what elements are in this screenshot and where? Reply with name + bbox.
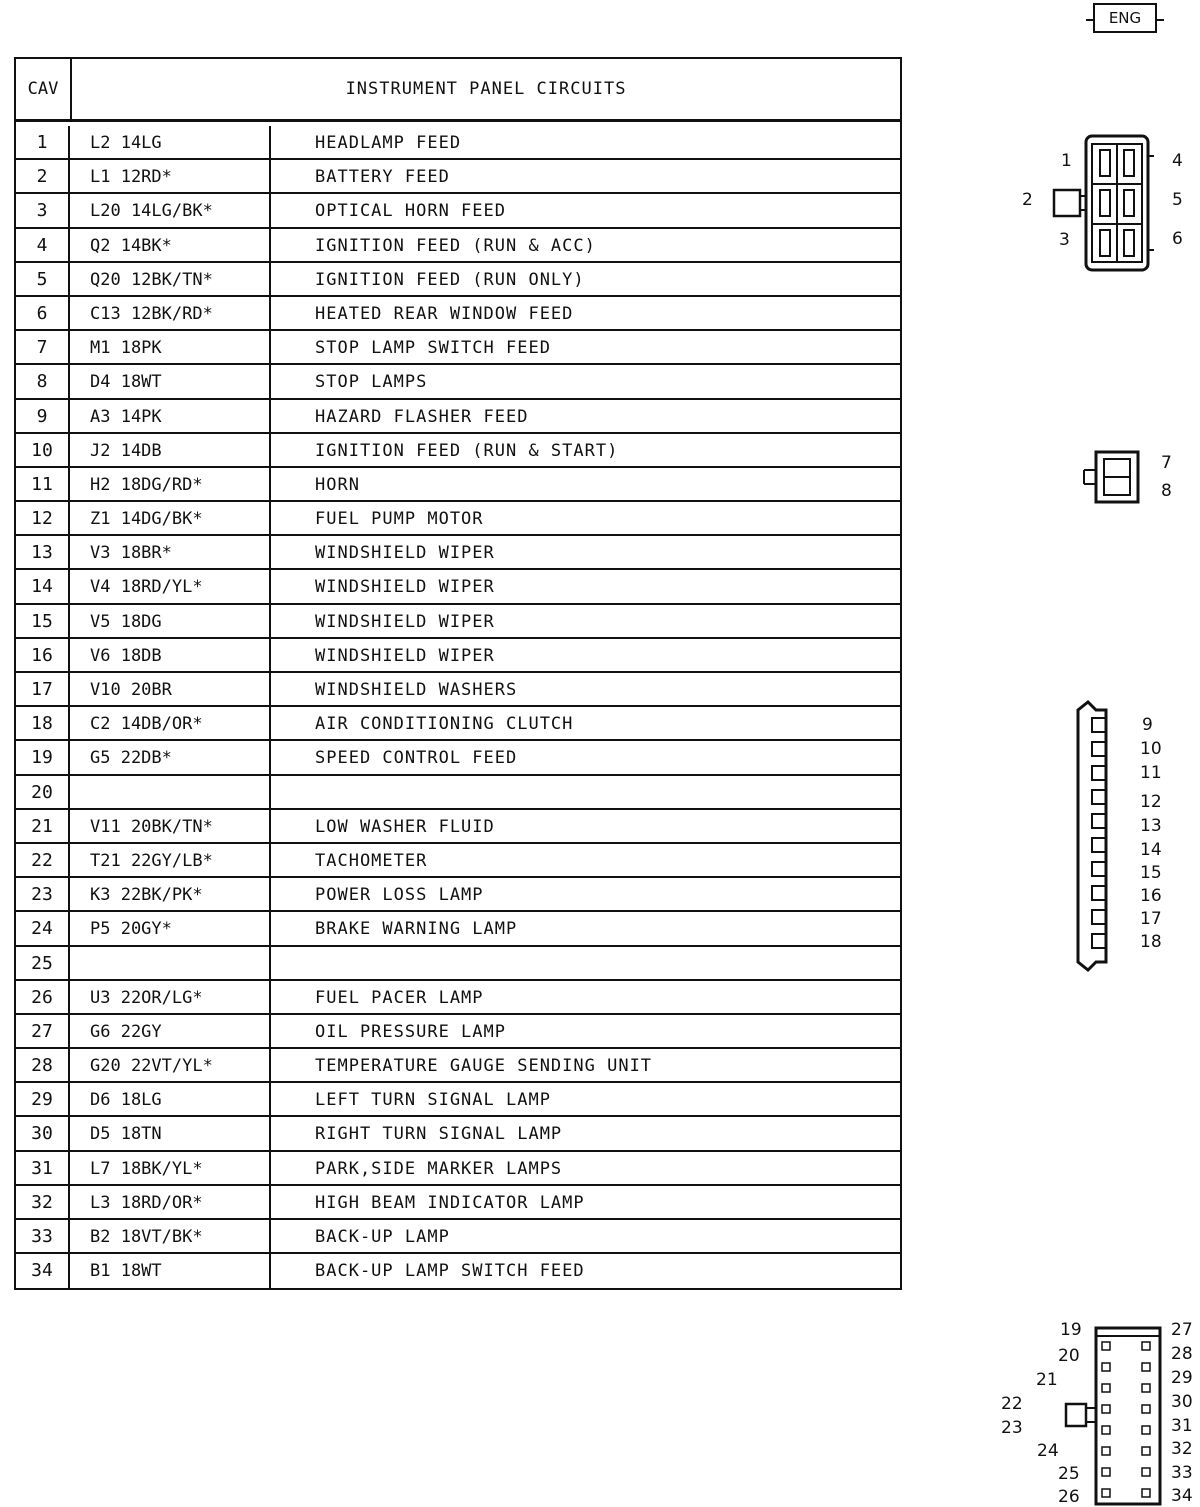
wire-code-cell: G20 22VT/YL* bbox=[70, 1049, 271, 1081]
circuit-description-cell: BACK-UP LAMP bbox=[315, 1227, 450, 1247]
wire-code-cell: C13 12BK/RD* bbox=[70, 297, 271, 329]
circuit-description-cell: WINDSHIELD WIPER bbox=[315, 577, 495, 598]
wire-code-cell bbox=[70, 776, 271, 808]
circuit-description-cell: IGNITION FEED (RUN & ACC) bbox=[315, 235, 596, 256]
table-body bbox=[16, 126, 900, 1288]
circuit-description-cell: SPEED CONTROL FEED bbox=[315, 748, 518, 769]
pin-label-12: 12 bbox=[1140, 792, 1162, 812]
table-row bbox=[16, 1152, 900, 1186]
pin-label-9: 9 bbox=[1142, 715, 1153, 735]
header-cav: CAV bbox=[16, 59, 72, 119]
cav-cell: 3 bbox=[16, 194, 70, 226]
pin-label-22: 22 bbox=[1001, 1394, 1023, 1414]
circuit-description-cell: AIR CONDITIONING CLUTCH bbox=[315, 714, 574, 735]
circuit-description-cell: IGNITION FEED (RUN ONLY) bbox=[315, 269, 585, 290]
circuit-description-cell: BATTERY FEED bbox=[315, 167, 450, 188]
pin-label-3: 3 bbox=[1059, 230, 1070, 250]
pin-label-2: 2 bbox=[1022, 190, 1033, 210]
circuit-table bbox=[14, 57, 902, 1290]
pin-label-5: 5 bbox=[1172, 190, 1183, 210]
circuit-description-cell: WINDSHIELD WIPER bbox=[315, 645, 495, 666]
circuit-description-cell: FUEL PACER LAMP bbox=[315, 987, 484, 1008]
cav-cell: 11 bbox=[16, 468, 70, 500]
cav-cell: 23 bbox=[16, 878, 70, 910]
table-row bbox=[16, 570, 900, 604]
table-row bbox=[16, 331, 900, 365]
cav-cell: 27 bbox=[16, 1015, 70, 1047]
wire-code-cell: H2 18DG/RD* bbox=[70, 468, 271, 500]
pin-label-24: 24 bbox=[1037, 1441, 1059, 1461]
cav-cell: 16 bbox=[16, 639, 70, 671]
circuit-description-cell: LEFT TURN SIGNAL LAMP bbox=[315, 1090, 551, 1111]
pin-label-6: 6 bbox=[1172, 229, 1183, 249]
wire-code-cell: G5 22DB* bbox=[70, 741, 271, 773]
language-badge: ENG bbox=[1093, 3, 1157, 33]
wire-code-cell: M1 18PK bbox=[70, 331, 271, 363]
wire-code-cell: J2 14DB bbox=[70, 434, 271, 466]
pin-label-28: 28 bbox=[1171, 1344, 1193, 1364]
circuit-description-cell: RIGHT TURN SIGNAL LAMP bbox=[315, 1124, 563, 1145]
table-row bbox=[16, 434, 900, 468]
circuit-description-cell: STOP LAMPS bbox=[315, 372, 428, 393]
wire-code-cell bbox=[70, 947, 271, 979]
pin-label-34: 34 bbox=[1171, 1486, 1193, 1506]
cav-cell: 21 bbox=[16, 810, 70, 842]
circuit-description-cell: WINDSHIELD WIPER bbox=[315, 543, 495, 564]
table-row bbox=[16, 1186, 900, 1220]
table-row bbox=[16, 1049, 900, 1083]
circuit-description-cell: HORN bbox=[315, 474, 360, 495]
cav-cell: 2 bbox=[16, 160, 70, 192]
cav-cell: 17 bbox=[16, 673, 70, 705]
header-title: INSTRUMENT PANEL CIRCUITS bbox=[345, 79, 627, 99]
table-header bbox=[16, 59, 900, 122]
cav-cell: 1 bbox=[16, 126, 70, 158]
table-row bbox=[16, 160, 900, 194]
table-row bbox=[16, 229, 900, 263]
circuit-description-cell: HEADLAMP FEED bbox=[315, 133, 462, 153]
cav-cell: 19 bbox=[16, 741, 70, 773]
wire-code-cell: L1 12RD* bbox=[70, 160, 271, 192]
table-row bbox=[16, 126, 900, 160]
connector-3-diagram bbox=[1062, 700, 1120, 972]
wire-code-cell: G6 22GY bbox=[70, 1015, 271, 1047]
table-row bbox=[16, 605, 900, 639]
cav-cell: 33 bbox=[16, 1220, 70, 1252]
wire-code-cell: A3 14PK bbox=[70, 400, 271, 432]
cav-cell: 28 bbox=[16, 1049, 70, 1081]
table-row bbox=[16, 1015, 900, 1049]
table-row bbox=[16, 297, 900, 331]
circuit-description-cell bbox=[271, 776, 900, 808]
connector-2-diagram bbox=[1082, 448, 1144, 506]
pin-label-11: 11 bbox=[1140, 763, 1162, 783]
cav-cell: 4 bbox=[16, 229, 70, 261]
circuit-description-cell: TEMPERATURE GAUGE SENDING UNIT bbox=[315, 1056, 653, 1077]
cav-cell: 25 bbox=[16, 947, 70, 979]
table-row bbox=[16, 1254, 900, 1288]
circuit-description-cell: LOW WASHER FLUID bbox=[315, 816, 495, 837]
cav-cell: 15 bbox=[16, 605, 70, 637]
table-row bbox=[16, 263, 900, 297]
wire-code-cell: V5 18DG bbox=[70, 605, 271, 637]
pin-label-10: 10 bbox=[1140, 739, 1162, 759]
wire-code-cell: V3 18BR* bbox=[70, 536, 271, 568]
circuit-description-cell: HEATED REAR WINDOW FEED bbox=[315, 303, 574, 324]
cav-cell: 6 bbox=[16, 297, 70, 329]
table-row bbox=[16, 947, 900, 981]
circuit-description-cell: HIGH BEAM INDICATOR LAMP bbox=[315, 1192, 585, 1213]
circuit-description-cell bbox=[271, 947, 900, 979]
pin-label-4: 4 bbox=[1172, 151, 1183, 171]
pin-label-18: 18 bbox=[1140, 932, 1162, 952]
circuit-description-cell: FUEL PUMP MOTOR bbox=[315, 509, 484, 530]
wire-code-cell: L3 18RD/OR* bbox=[70, 1186, 271, 1218]
circuit-description-cell: IGNITION FEED (RUN & START) bbox=[315, 440, 619, 461]
circuit-description-cell: BRAKE WARNING LAMP bbox=[315, 919, 518, 940]
pin-label-23: 23 bbox=[1001, 1418, 1023, 1438]
wire-code-cell: V10 20BR bbox=[70, 673, 271, 705]
pin-label-29: 29 bbox=[1171, 1368, 1193, 1388]
circuit-description-cell: WINDSHIELD WIPER bbox=[315, 611, 495, 632]
cav-cell: 12 bbox=[16, 502, 70, 534]
wire-code-cell: V4 18RD/YL* bbox=[70, 570, 271, 602]
circuit-description-cell: HAZARD FLASHER FEED bbox=[315, 406, 529, 427]
circuit-description-cell: TACHOMETER bbox=[315, 850, 428, 871]
wire-code-cell: L20 14LG/BK* bbox=[70, 194, 271, 226]
table-row bbox=[16, 981, 900, 1015]
wire-code-cell: P5 20GY* bbox=[70, 912, 271, 944]
wire-code-cell: B1 18WT bbox=[70, 1254, 271, 1288]
cav-cell: 5 bbox=[16, 263, 70, 295]
circuit-description-cell: OPTICAL HORN FEED bbox=[315, 201, 506, 222]
pin-label-19: 19 bbox=[1060, 1320, 1082, 1340]
wire-code-cell: D6 18LG bbox=[70, 1083, 271, 1115]
wire-code-cell: Z1 14DG/BK* bbox=[70, 502, 271, 534]
wire-code-cell: L2 14LG bbox=[70, 126, 271, 158]
pin-label-16: 16 bbox=[1140, 886, 1162, 906]
table-row bbox=[16, 912, 900, 946]
pin-label-27: 27 bbox=[1171, 1320, 1193, 1340]
wire-code-cell: K3 22BK/PK* bbox=[70, 878, 271, 910]
pin-label-1: 1 bbox=[1061, 151, 1072, 171]
cav-cell: 34 bbox=[16, 1254, 70, 1288]
table-row bbox=[16, 1117, 900, 1151]
table-row bbox=[16, 639, 900, 673]
pin-label-26: 26 bbox=[1058, 1487, 1080, 1507]
cav-cell: 26 bbox=[16, 981, 70, 1013]
circuit-description-cell: BACK-UP LAMP SWITCH FEED bbox=[315, 1261, 585, 1282]
pin-label-30: 30 bbox=[1171, 1392, 1193, 1412]
pin-label-7: 7 bbox=[1161, 453, 1172, 473]
cav-cell: 13 bbox=[16, 536, 70, 568]
pin-label-17: 17 bbox=[1140, 909, 1162, 929]
wire-code-cell: V6 18DB bbox=[70, 639, 271, 671]
cav-cell: 18 bbox=[16, 707, 70, 739]
pin-label-21: 21 bbox=[1036, 1370, 1058, 1390]
wire-code-cell: C2 14DB/OR* bbox=[70, 707, 271, 739]
cav-cell: 22 bbox=[16, 844, 70, 876]
wire-code-cell: V11 20BK/TN* bbox=[70, 810, 271, 842]
cav-cell: 20 bbox=[16, 776, 70, 808]
cav-cell: 8 bbox=[16, 365, 70, 397]
cav-cell: 31 bbox=[16, 1152, 70, 1184]
circuit-description-cell: POWER LOSS LAMP bbox=[315, 885, 484, 906]
table-row bbox=[16, 878, 900, 912]
pin-label-32: 32 bbox=[1171, 1439, 1193, 1459]
circuit-description-cell: OIL PRESSURE LAMP bbox=[315, 1021, 506, 1042]
table-row bbox=[16, 1220, 900, 1254]
table-row bbox=[16, 536, 900, 570]
table-row bbox=[16, 810, 900, 844]
pin-label-14: 14 bbox=[1140, 840, 1162, 860]
cav-cell: 10 bbox=[16, 434, 70, 466]
table-row bbox=[16, 707, 900, 741]
pin-label-31: 31 bbox=[1171, 1416, 1193, 1436]
cav-cell: 32 bbox=[16, 1186, 70, 1218]
cav-cell: 29 bbox=[16, 1083, 70, 1115]
pin-label-25: 25 bbox=[1058, 1464, 1080, 1484]
table-row bbox=[16, 502, 900, 536]
table-row bbox=[16, 673, 900, 707]
table-row bbox=[16, 741, 900, 775]
pin-label-15: 15 bbox=[1140, 863, 1162, 883]
cav-cell: 24 bbox=[16, 912, 70, 944]
circuit-description-cell: WINDSHIELD WASHERS bbox=[315, 680, 518, 700]
wire-code-cell: L7 18BK/YL* bbox=[70, 1152, 271, 1184]
table-row bbox=[16, 776, 900, 810]
circuit-description-cell: PARK,SIDE MARKER LAMPS bbox=[315, 1158, 563, 1179]
table-row bbox=[16, 365, 900, 399]
pin-label-13: 13 bbox=[1140, 816, 1162, 836]
table-row bbox=[16, 400, 900, 434]
pin-label-20: 20 bbox=[1058, 1346, 1080, 1366]
pin-label-33: 33 bbox=[1171, 1463, 1193, 1483]
cav-cell: 14 bbox=[16, 570, 70, 602]
table-row bbox=[16, 844, 900, 878]
table-row bbox=[16, 468, 900, 502]
table-row bbox=[16, 194, 900, 228]
cav-cell: 9 bbox=[16, 400, 70, 432]
cav-cell: 30 bbox=[16, 1117, 70, 1149]
wire-code-cell: D5 18TN bbox=[70, 1117, 271, 1149]
pin-label-8: 8 bbox=[1161, 481, 1172, 501]
wire-code-cell: B2 18VT/BK* bbox=[70, 1220, 271, 1252]
wire-code-cell: Q20 12BK/TN* bbox=[70, 263, 271, 295]
table-row bbox=[16, 1083, 900, 1117]
wire-code-cell: T21 22GY/LB* bbox=[70, 844, 271, 876]
wire-code-cell: D4 18WT bbox=[70, 365, 271, 397]
cav-cell: 7 bbox=[16, 331, 70, 363]
wire-code-cell: Q2 14BK* bbox=[70, 229, 271, 261]
circuit-description-cell: STOP LAMP SWITCH FEED bbox=[315, 338, 551, 359]
wire-code-cell: U3 22OR/LG* bbox=[70, 981, 271, 1013]
